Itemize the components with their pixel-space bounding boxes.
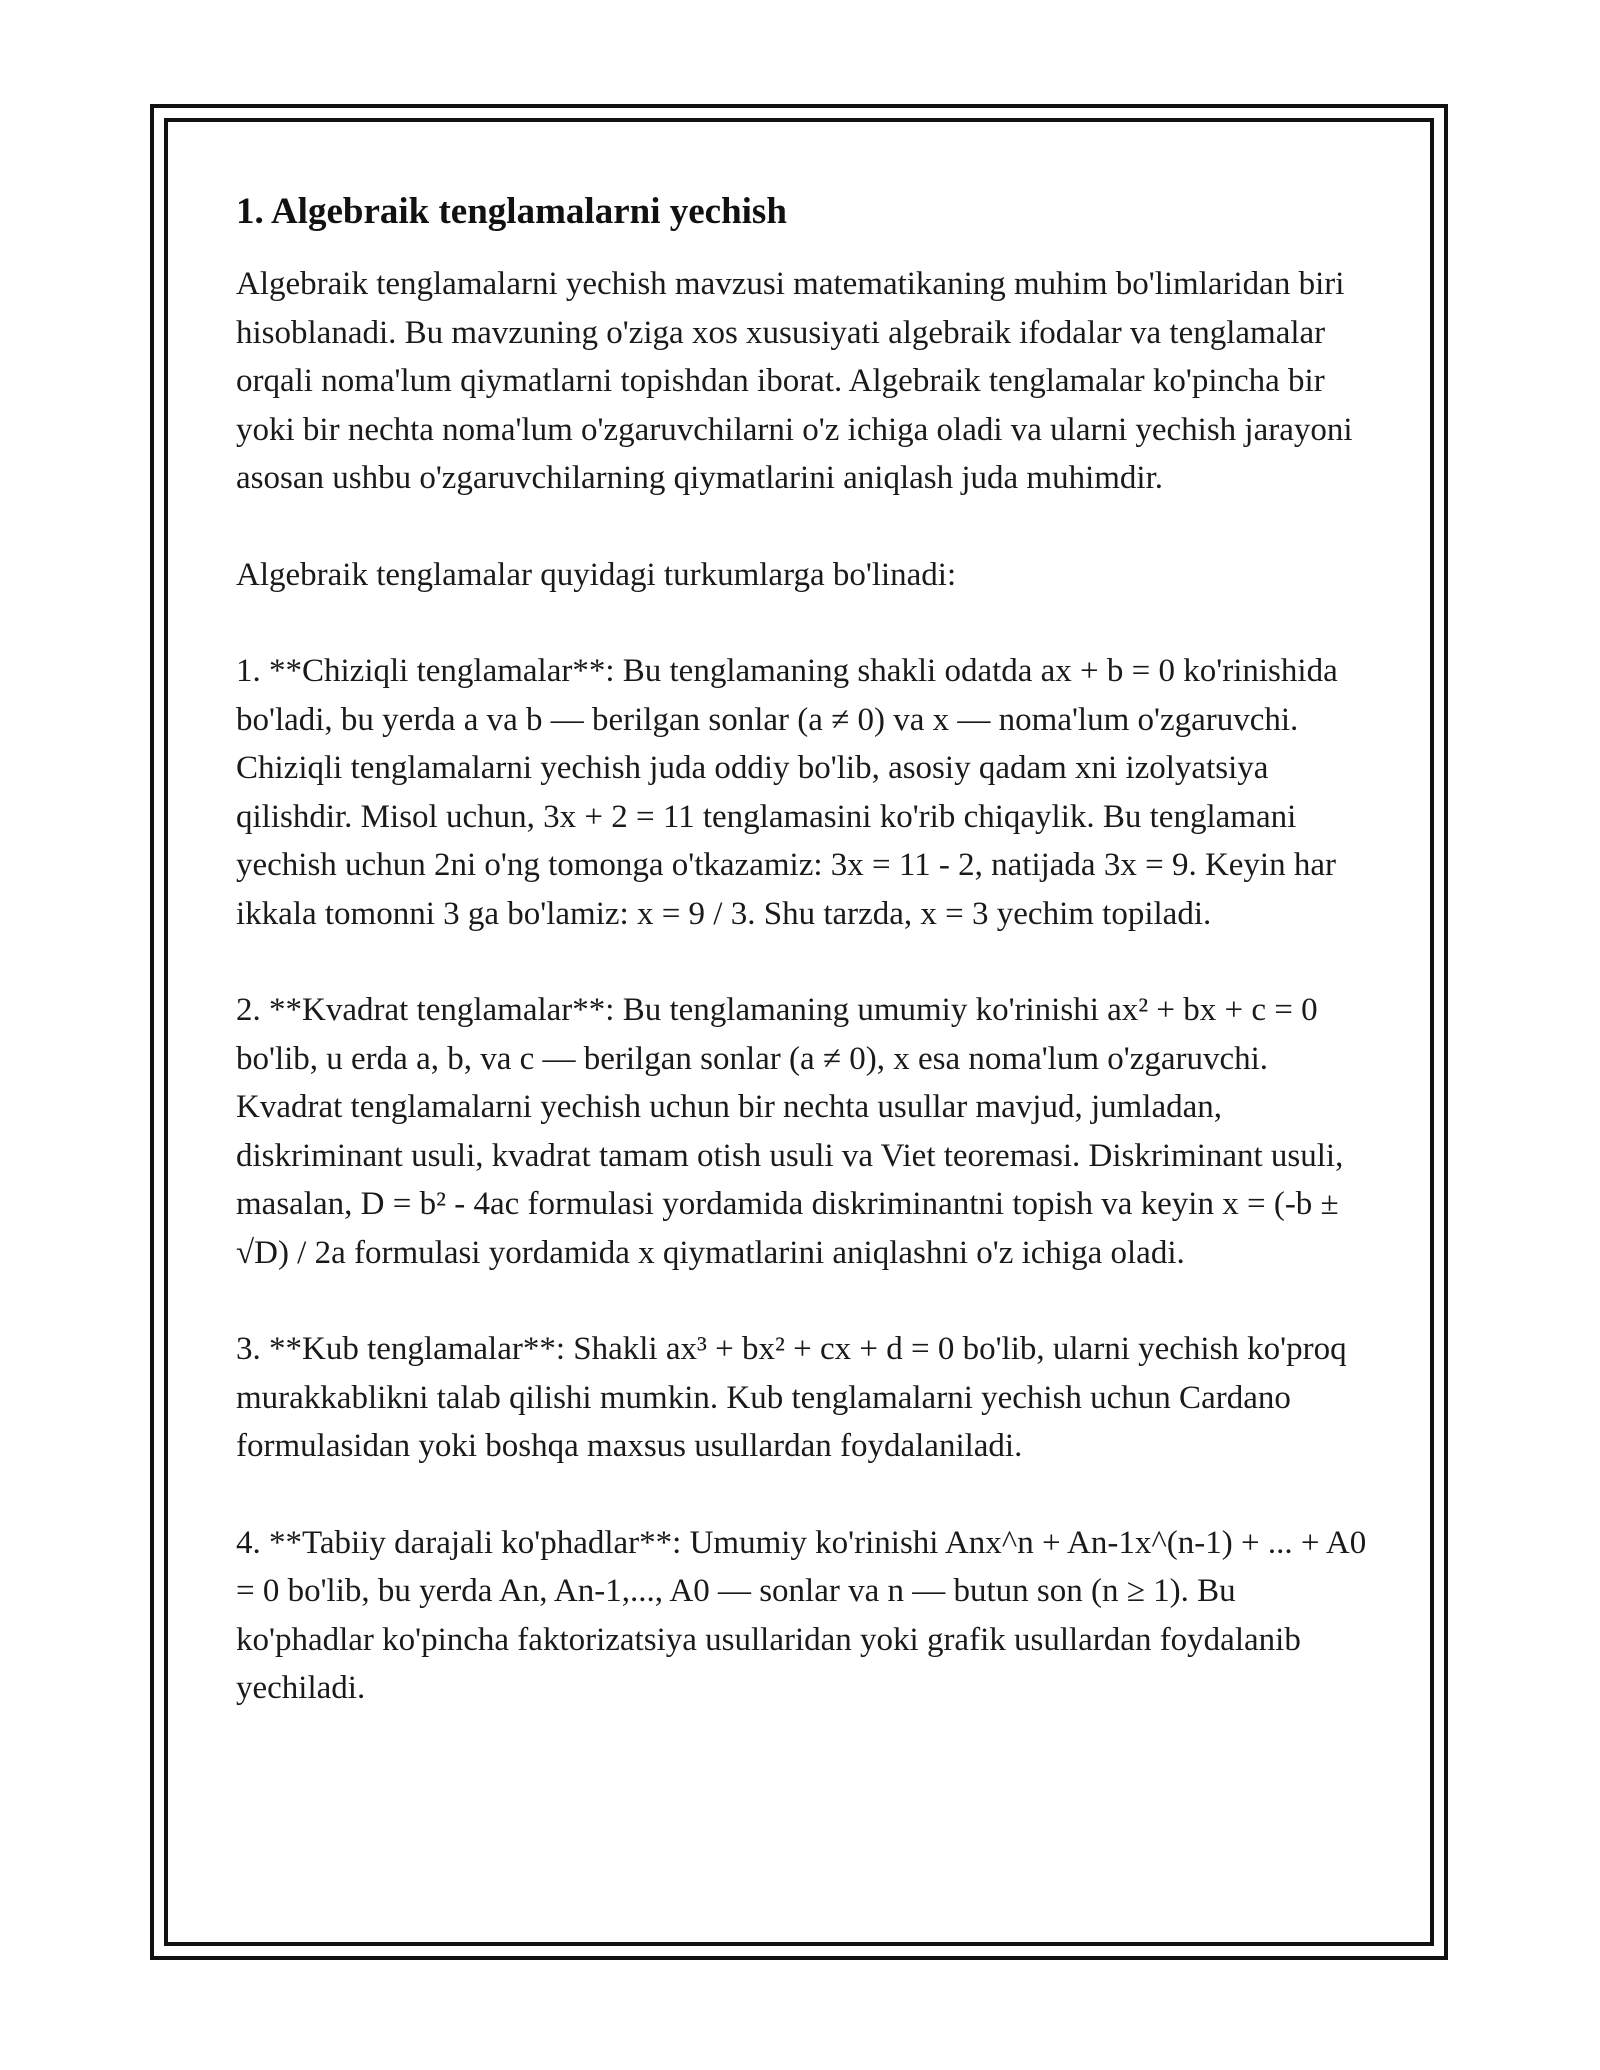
categories-intro-paragraph: Algebraik tenglamalar quyidagi turkumlarga bo'linadi: [236, 556, 957, 593]
quadratic-equations-paragraph: 2. **Kvadrat tenglamalar**: Bu tenglamaning umumiy ko'rinishi ax² + bx + c = 0 bo'lib, u erda a, b, va c — berilgan sonlar (a ≠ 0), x esa noma'lum o'zgaruvchi. Kvadrat tenglamalarni yechish uchun bir nechta usullar mavjud, jumladan, diskriminant usuli, kvadrat tamam otish usuli va Viet teoremasi. Diskriminant usuli, masalan, D = b² - 4ac formulasi yordamida diskriminantni topish va keyin x = (-b ± √D) / 2a formulasi yordamida x qiymatlarini aniqlashni o'z ichiga oladi. [236, 992, 1344, 1271]
polynomials-paragraph: 4. **Tabiiy darajali ko'phadlar**: Umumiy ko'rinishi Anx^n + An-1x^(n-1) + ... + A0 = 0 bo'lib, bu yerda An, An-1,..., A0 — sonlar va n — butun son (n ≥ 1). Bu ko'phadlar ko'pincha faktorizatsiya usullaridan yoki grafik usullardan foydalanib yechiladi. [236, 1524, 1367, 1706]
cubic-equations-paragraph: 3. **Kub tenglamalar**: Shakli ax³ + bx² + cx + d = 0 bo'lib, ularni yechish ko'proq murakkablikni talab qilishi mumkin. Kub tenglamalarni yechish uchun Cardano formulasidan yoki boshqa maxsus usullardan foydalaniladi. [236, 1331, 1347, 1464]
document-body [236, 186, 1376, 1761]
linear-equations-paragraph: 1. **Chiziqli tenglamalar**: Bu tenglamaning shakli odatda ax + b = 0 ko'rinishida bo'ladi, bu yerda a va b — berilgan sonlar (a ≠ 0) va x — noma'lum o'zgaruvchi. Chiziqli tenglamalarni yechish juda oddiy bo'lib, asosiy qadam xni izolyatsiya qilishdir. Misol uchun, 3x + 2 = 11 tenglamasini ko'rib chiqaylik. Bu tenglamani yechish uchun 2ni o'ng tomonga o'tkazamiz: 3x = 11 - 2, natijada 3x = 9. Keyin har ikkala tomonni 3 ga bo'lamiz: x = 9 / 3. Shu tarzda, x = 3 yechim topiladi. [236, 653, 1338, 932]
section-heading: 1. Algebraik tenglamalarni yechish [236, 191, 787, 232]
intro-paragraph: Algebraik tenglamalarni yechish mavzusi matematikaning muhim bo'limlaridan biri hisoblanadi. Bu mavzuning o'ziga xos xususiyati algebraik ifodalar va tenglamalar orqali noma'lum qiymatlarni topishdan iborat. Algebraik tenglamalar ko'pincha bir yoki bir nechta noma'lum o'zgaruvchilarni o'z ichiga oladi va ularni yechish jarayoni asosan ushbu o'zgaruvchilarning qiymatlarini aniqlash juda muhimdir. [236, 266, 1353, 496]
